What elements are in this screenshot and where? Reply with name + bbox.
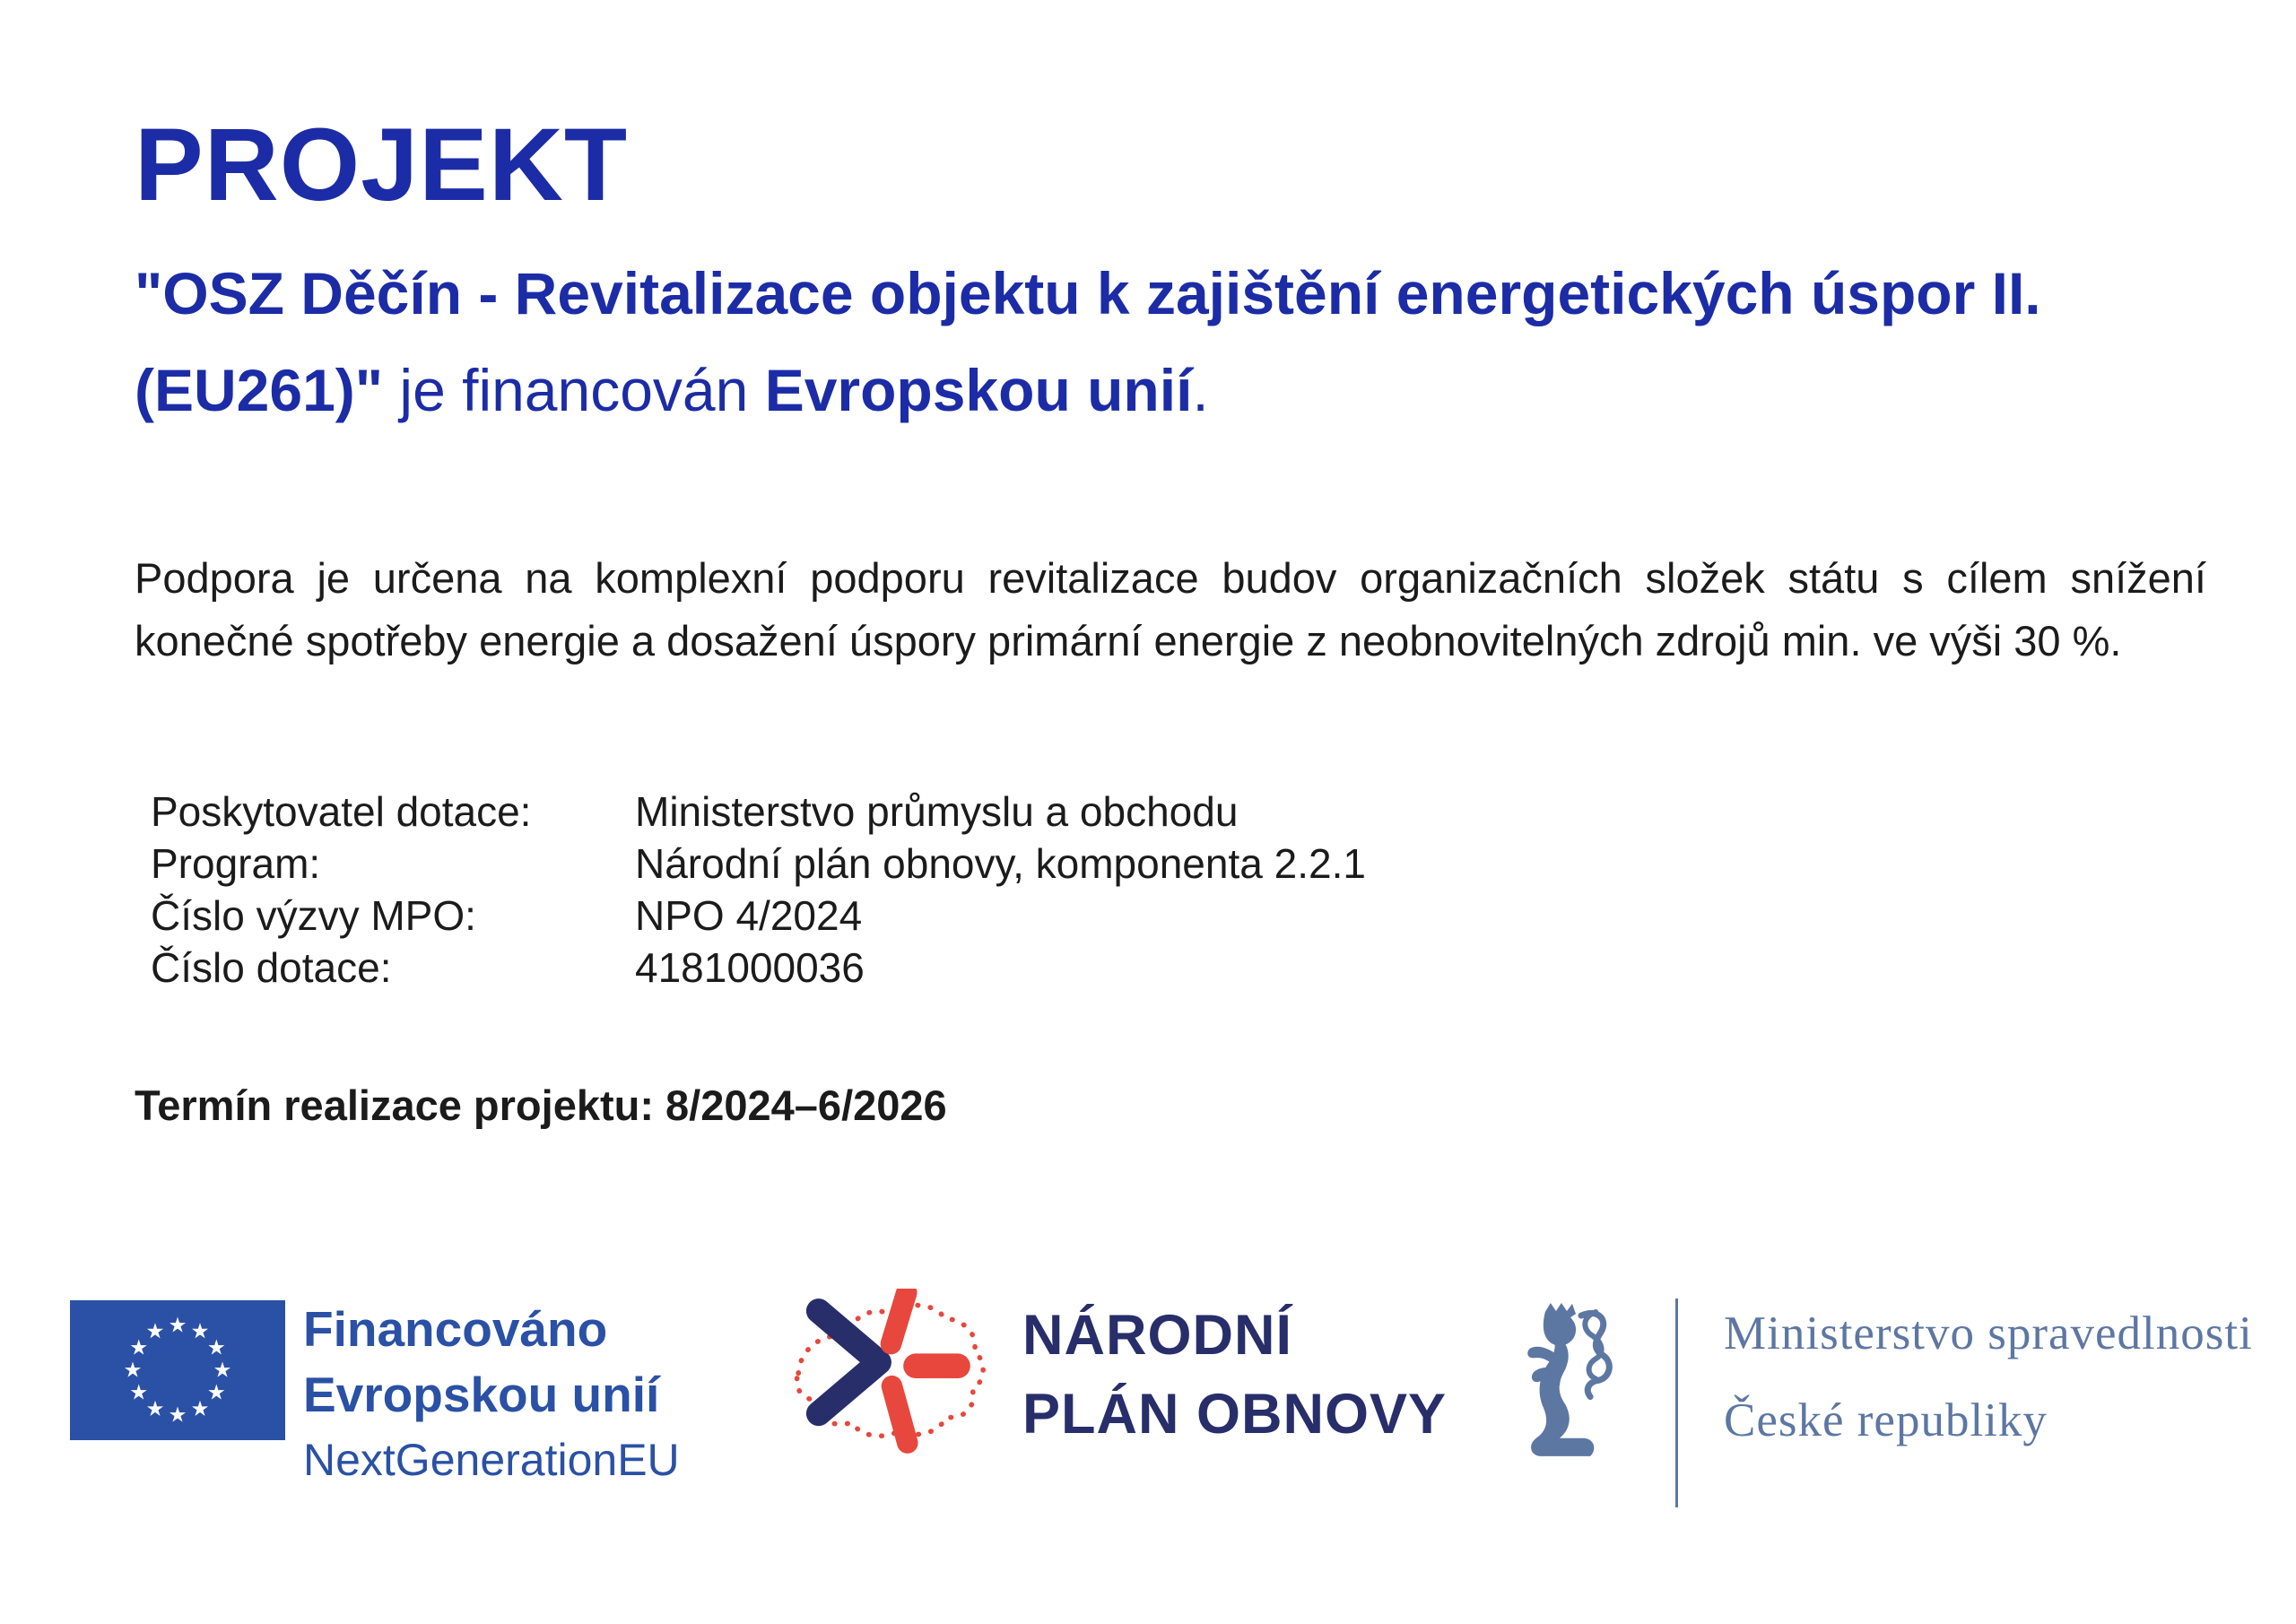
table-row	[151, 838, 2206, 890]
subtitle-financed-text: je financován	[383, 357, 765, 423]
table-row	[151, 786, 2206, 838]
npo-line1: NÁRODNÍ	[1022, 1304, 1292, 1367]
ministry-justice-emblem	[1518, 1303, 1627, 1474]
project-term: Termín realizace projektu: 8/2024–6/2026	[135, 1081, 947, 1129]
subtitle-project-name: "OSZ Děčín - Revitalizace objektu k zajištění energetických úspor II.	[135, 260, 2041, 326]
eu-funding-logo	[70, 1300, 285, 1445]
project-subtitle	[135, 245, 2233, 439]
project-description: Podpora je určena na komplexní podporu revitalizace budov organizačních složek státu s cílem snížení konečné spotřeby energie a dosažení úspory primární energie z neobnovitelných zdrojů min. ve výši 30 %.	[135, 554, 2206, 664]
subtitle-period: .	[1192, 357, 1209, 423]
subtitle-eu-name: Evropskou unií	[764, 357, 1193, 423]
detail-value: NPO 4/2024	[635, 892, 863, 939]
detail-value: 4181000036	[635, 944, 865, 991]
ministry-line2: České republiky	[1724, 1394, 2048, 1446]
grant-details-table	[135, 786, 2206, 994]
ministry-line1: Ministerstvo spravedlnosti	[1724, 1307, 2253, 1359]
detail-value: Národní plán obnovy, komponenta 2.2.1	[635, 840, 1366, 887]
detail-label: Poskytovatel dotace:	[151, 788, 532, 835]
ministry-justice-text	[1724, 1290, 2253, 1464]
eu-funding-text	[303, 1297, 680, 1493]
detail-value: Ministerstvo průmyslu a obchodu	[635, 788, 1239, 835]
logo-band	[0, 1289, 2296, 1522]
detail-label: Číslo dotace:	[151, 944, 392, 991]
czech-lion-icon	[1518, 1303, 1627, 1470]
eu-funding-line3: NextGenerationEU	[303, 1435, 680, 1485]
subtitle-project-code: (EU261)"	[135, 357, 384, 423]
page-title: PROJEKT	[135, 108, 629, 222]
eu-flag-icon	[70, 1300, 285, 1440]
eu-funding-line2: Evropskou unií	[303, 1367, 660, 1422]
npo-logo-text	[1022, 1296, 1447, 1454]
npo-logo-mark	[789, 1289, 1000, 1472]
eu-funding-line1: Financováno	[303, 1301, 608, 1357]
detail-label: Program:	[151, 840, 321, 887]
table-row	[151, 942, 2206, 994]
npo-arrow-icon	[789, 1289, 1000, 1468]
detail-label: Číslo výzvy MPO:	[151, 892, 476, 939]
npo-line2: PLÁN OBNOVY	[1022, 1383, 1448, 1446]
vertical-divider	[1675, 1298, 1678, 1507]
table-row	[151, 890, 2206, 942]
